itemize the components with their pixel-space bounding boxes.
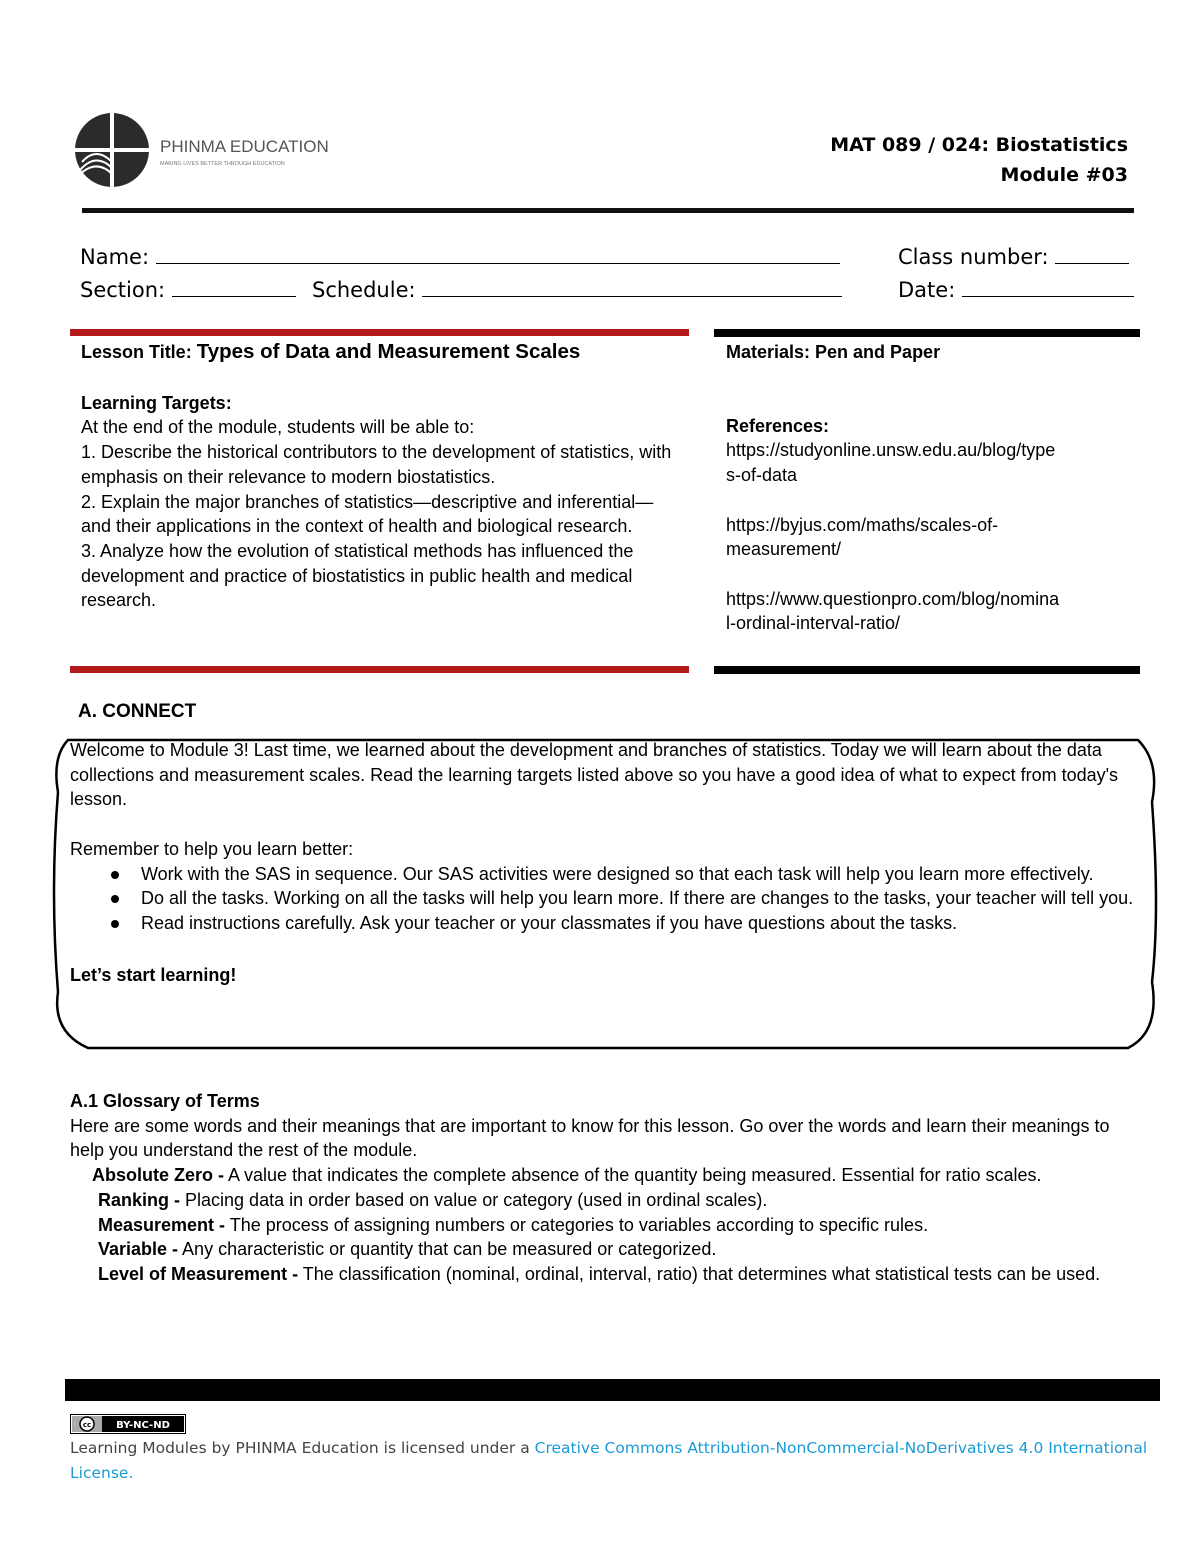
footer-bar <box>65 1379 1160 1401</box>
list-item-text: Work with the SAS in sequence. Our SAS activities were designed so that each task will help you learn more effectively. <box>141 863 1094 884</box>
glossary-term-name: Measurement - <box>98 1214 226 1235</box>
svg-text:cc: cc <box>82 1421 92 1429</box>
header-divider <box>82 208 1134 213</box>
section-blank[interactable] <box>172 276 296 297</box>
phinma-logo <box>74 112 334 192</box>
lesson-title <box>81 340 681 365</box>
schedule-blank[interactable] <box>422 276 842 297</box>
section-label: Section: <box>80 278 166 302</box>
glossary-term-definition: Placing data in order based on value or category (used in ordinal scales). <box>180 1189 768 1210</box>
lesson-title-text: Types of Data and Measurement Scales <box>196 340 581 363</box>
connect-bullet-list <box>70 862 1140 936</box>
glossary-term <box>70 1213 1140 1238</box>
section-field[interactable] <box>80 276 296 302</box>
glossary-term <box>70 1262 1140 1287</box>
connect-remember: Remember to help you learn better: <box>70 838 354 859</box>
reference-link[interactable] <box>726 587 1136 636</box>
list-item <box>141 862 1140 887</box>
reference-link-line[interactable]: https://studyonline.unsw.edu.au/blog/type <box>726 440 1056 461</box>
reference-link-line[interactable]: https://www.questionpro.com/blog/nomina <box>726 588 1060 609</box>
license-text <box>70 1436 1150 1486</box>
reference-link-line[interactable]: https://byjus.com/maths/scales-of- <box>726 514 999 535</box>
reference-link-line[interactable]: measurement/ <box>726 539 842 560</box>
connect-closing: Let’s start learning! <box>70 964 237 985</box>
materials-panel <box>726 340 1136 636</box>
reference-link-line[interactable]: s-of-data <box>726 465 798 486</box>
glossary-term-name: Absolute Zero - <box>92 1165 225 1186</box>
list-item-text: Do all the tasks. Working on all the tasks will help you learn more. If there are changes to the tasks, your teacher will tell you. <box>141 888 1134 909</box>
module-number: Module #03 <box>1000 164 1128 186</box>
date-blank[interactable] <box>962 276 1134 297</box>
glossary-term-name: Ranking - <box>98 1189 181 1210</box>
glossary-term-definition: Any characteristic or quantity that can be measured or categorized. <box>178 1239 717 1260</box>
license-suffix: . <box>128 1464 134 1482</box>
learning-target-item: 3. Analyze how the evolution of statistical methods has influenced the development and practice of biostatistics in public health and medical research. <box>81 540 634 611</box>
glossary-term-name: Variable - <box>98 1239 179 1260</box>
reference-link[interactable] <box>726 513 1136 562</box>
name-blank[interactable] <box>156 243 840 264</box>
glossary-section <box>70 1089 1140 1287</box>
cc-badge-text: BY-NC-ND <box>116 1420 170 1431</box>
list-item <box>141 886 1140 911</box>
license-prefix: Learning Modules by PHINMA Education is licensed under a <box>70 1439 535 1457</box>
cc-icon <box>70 1414 186 1434</box>
class-number-label: Class number: <box>898 245 1049 269</box>
glossary-heading: A.1 Glossary of Terms <box>70 1091 260 1111</box>
list-item-text: Read instructions carefully. Ask your teacher or your classmates if you have questions about the tasks. <box>141 912 958 933</box>
reference-link[interactable] <box>726 438 1136 487</box>
glossary-term-definition: A value that indicates the complete absence of the quantity being measured. Essential for ratio scales. <box>224 1165 1042 1186</box>
schedule-label: Schedule: <box>312 278 416 302</box>
logo-tagline: MAKING LIVES BETTER THROUGH EDUCATION <box>160 161 285 167</box>
course-title: MAT 089 / 024: Biostatistics <box>830 134 1128 156</box>
connect-content <box>70 738 1140 987</box>
glossary-term <box>70 1188 1140 1213</box>
glossary-term <box>70 1237 1140 1262</box>
lesson-title-label: Lesson Title: <box>81 342 192 362</box>
date-label: Date: <box>898 278 956 302</box>
materials-bottom-bar <box>714 666 1140 674</box>
cc-license-badge[interactable] <box>70 1414 186 1434</box>
name-field[interactable] <box>80 243 840 269</box>
logo-name: PHINMA EDUCATION <box>160 137 329 156</box>
bullet-icon <box>111 871 119 879</box>
list-item <box>141 911 1140 936</box>
lesson-panel <box>81 340 681 613</box>
connect-heading: A. CONNECT <box>78 701 197 722</box>
bullet-icon <box>111 920 119 928</box>
class-number-blank[interactable] <box>1055 243 1129 264</box>
course-header <box>830 130 1128 190</box>
learning-target-item: 1. Describe the historical contributors to the development of statistics, with emphasis on their relevance to modern biostatistics. <box>81 442 672 487</box>
phinma-logo-icon <box>74 112 334 192</box>
license-link[interactable]: Creative Commons Attribution-NonCommercial-NoDerivatives 4.0 International License <box>70 1439 1148 1482</box>
class-number-field[interactable] <box>898 243 1129 269</box>
glossary-term-definition: The classification (nominal, ordinal, interval, ratio) that determines what statistical tests can be used. <box>298 1263 1101 1284</box>
glossary-term-definition: The process of assigning numbers or categories to variables according to specific rules. <box>225 1214 929 1235</box>
learning-target-item: 2. Explain the major branches of statistics—descriptive and inferential—and their applications in the context of health and biological research. <box>81 491 654 537</box>
lesson-top-bar <box>70 329 689 336</box>
learning-targets-intro: At the end of the module, students will be able to: <box>81 417 475 438</box>
reference-link-line[interactable]: l-ordinal-interval-ratio/ <box>726 613 901 634</box>
materials-label: Materials: Pen and Paper <box>726 342 941 362</box>
learning-targets-heading: Learning Targets: <box>81 392 232 413</box>
glossary-intro: Here are some words and their meanings that are important to know for this lesson. Go over the words and learn their meanings to help you understand the rest of the module. <box>70 1115 1110 1161</box>
glossary-term <box>70 1163 1140 1188</box>
glossary-term-name: Level of Measurement - <box>98 1263 299 1284</box>
connect-intro: Welcome to Module 3! Last time, we learned about the development and branches of statistics. Today we will learn about the data collections and measurement scales. Read the learning targets listed above so you have a good idea of what to expect from today's lesson. <box>70 740 1119 810</box>
name-label: Name: <box>80 245 150 269</box>
date-field[interactable] <box>898 276 1134 302</box>
bullet-icon <box>111 895 119 903</box>
references-heading: References: <box>726 415 830 436</box>
lesson-bottom-bar <box>70 666 689 673</box>
schedule-field[interactable] <box>312 276 842 302</box>
materials-top-bar <box>714 329 1140 337</box>
